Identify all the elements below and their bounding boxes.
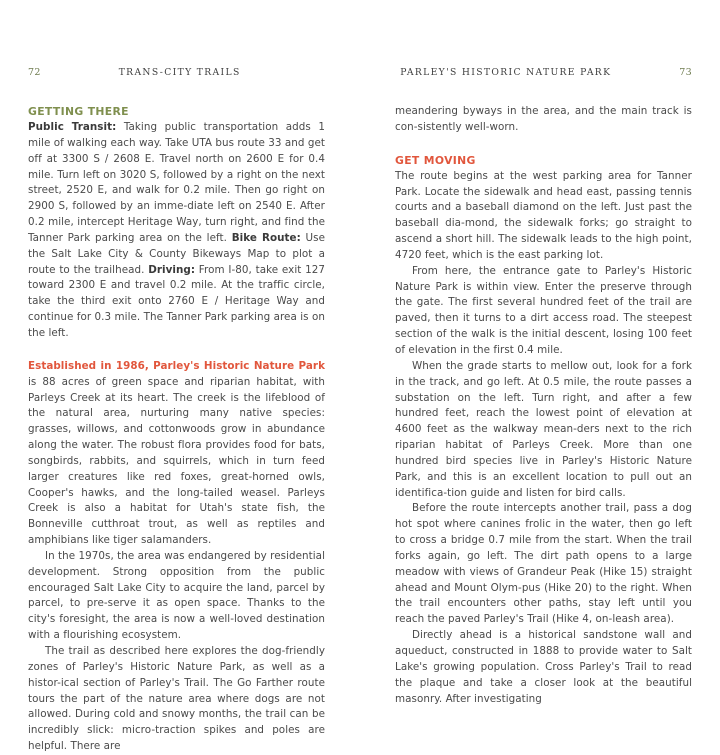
running-head-verso — [28, 67, 241, 78]
paragraph-route-start: The route begins at the west parking area for Tanner Park. Locate the sidewalk and head east, passing tennis courts and a baseball diamond on the left. Just past the baseball dia-mond, the sidewalk forks; go straight to ascend a short hill. The sidewalk leads to the high point, 4720 feet, which is the east parking lot. — [395, 169, 692, 261]
page-number-verso: 72 — [28, 66, 41, 78]
left-column — [28, 104, 326, 753]
running-head-recto — [400, 67, 692, 78]
chapter-title-recto: PARLEY'S HISTORIC NATURE PARK — [400, 66, 612, 78]
public-transit-text: Taking public transportation adds 1 mile of walking each way. Take UTA bus route 33 and get off at 3300 S / 2608 E. Travel north on 2600 E for 0.4 mile. Turn left on 3020 S, followed by a right on the next street, 2520 E, and walk for 0.2 mile. Then go right on 2900 S, followed by an imme-diate left on 2540 E. After 0.2 mile, intercept Heritage Way, turn right, and find the Tanner Park parking area on the left. — [28, 121, 325, 244]
paragraph-dog-hot-spot: Before the route intercepts another trail, pass a dog hot spot where canines frolic in the water, then go left to cross a bridge 0.7 mile from the start. When the trail forks again, go left. The dirt path opens to a large meadow with views of Grandeur Peak (Hike 15) straight ahead and Mount Olym-pus (Hike 20) to the right. When the trail encounters other paths, stay left until you reach the paved Parley's Trail (Hike 4, on-leash area). — [395, 502, 692, 626]
paragraph-public-transit — [28, 120, 325, 342]
running-head — [28, 64, 692, 80]
right-column — [395, 104, 692, 705]
paragraph-grade-mellow: When the grade starts to mellow out, look for a fork in the track, and go left. At 0.5 mile, the route passes a substation on the left. Turn right, and after a few hundred feet, reach the lowest point of elevation at 4600 feet as the walkway mean-ders next to the rich riparian habitat of Parleys Creek. More than one hundred bird species live in Parley's Historic Nature Park, and this is an excellent location to pull out an identifica-tion guide and listen for bird calls. — [395, 359, 692, 499]
two-column-body — [28, 104, 692, 753]
run-in-bike-route: Bike Route: — [231, 231, 301, 244]
run-in-public-transit: Public Transit: — [28, 121, 117, 133]
lead-in-established: Established in 1986, Parley's Historic Nature Park — [28, 359, 325, 372]
driving-text: From I-80, take exit 127 toward 2300 E and travel 0.2 mile. At the traffic circle, take the third exit onto 2760 E / Heritage Way and continue for 0.3 mile. The Tanner Park parking area is on the left. — [28, 263, 326, 339]
paragraph-established — [28, 359, 325, 549]
heading-get-moving: GET MOVING — [395, 153, 476, 167]
paragraph-gap — [28, 342, 325, 359]
established-text: is 88 acres of green space and riparian habitat, with Parleys Creek at its heart. The creek is the lifeblood of the natural area, nurturing many native species: grasses, willows, and cottonwoods grow in abundance along the water. The robust flora provides food for bats, songbirds, rabbits, and squirrels, which in turn feed larger creatures like red foxes, great-horned owls, Cooper's hawks, and the long-tailed weasel. Parleys Creek is also a habitat for Utah's state fish, the Bonneville cutthroat trout, as well as reptiles and amphibians like tiger salamanders. — [28, 375, 325, 547]
run-in-driving: Driving: — [148, 263, 196, 276]
section-gap — [395, 136, 692, 153]
paragraph-continuation: meandering byways in the area, and the main track is con-sistently well-worn. — [395, 105, 692, 133]
paragraph-1970s: In the 1970s, the area was endangered by residential development. Strong opposition from the public encouraged Salt Lake City to acquire the land, parcel by parcel, to pre-serve it as open space. Thanks to the city's foresight, the area is now a well-loved destination with a flourishing ecosystem. — [28, 549, 325, 642]
book-title-verso: TRANS-CITY TRAILS — [118, 66, 241, 78]
paragraph-entrance-gate: From here, the entrance gate to Parley's Historic Nature Park is within view. Enter the preserve through the gate. The first several hundred feet of the trail are paved, then it turns to a dirt access road. The steepest section of the walk is the initial descent, losing 100 feet of elevation in the first 0.4 mile. — [395, 264, 692, 356]
page-number-recto: 73 — [679, 66, 692, 78]
heading-getting-there: GETTING THERE — [28, 105, 129, 118]
bike-route-text: Use the Salt Lake City & County Bikeways Map to plot a route to the trailhead. — [28, 231, 325, 276]
paragraph-trail-description: The trail as described here explores the dog-friendly zones of Parley's Historic Nature Park, as well as a histor-ical section of Parley's Trail. The Go Farther route tours the part of the nature area where dogs are not allowed. During cold and snowy months, the trail can be incredibly slick: micro-traction spikes and poles are helpful. There are — [28, 645, 325, 753]
paragraph-sandstone-aqueduct: Directly ahead is a historical sandstone wall and aqueduct, constructed in 1888 to provide water to Salt Lake's growing population. Cross Parley's Trail to read the plaque and take a closer look at the beautiful masonry. After investigating — [395, 629, 692, 705]
